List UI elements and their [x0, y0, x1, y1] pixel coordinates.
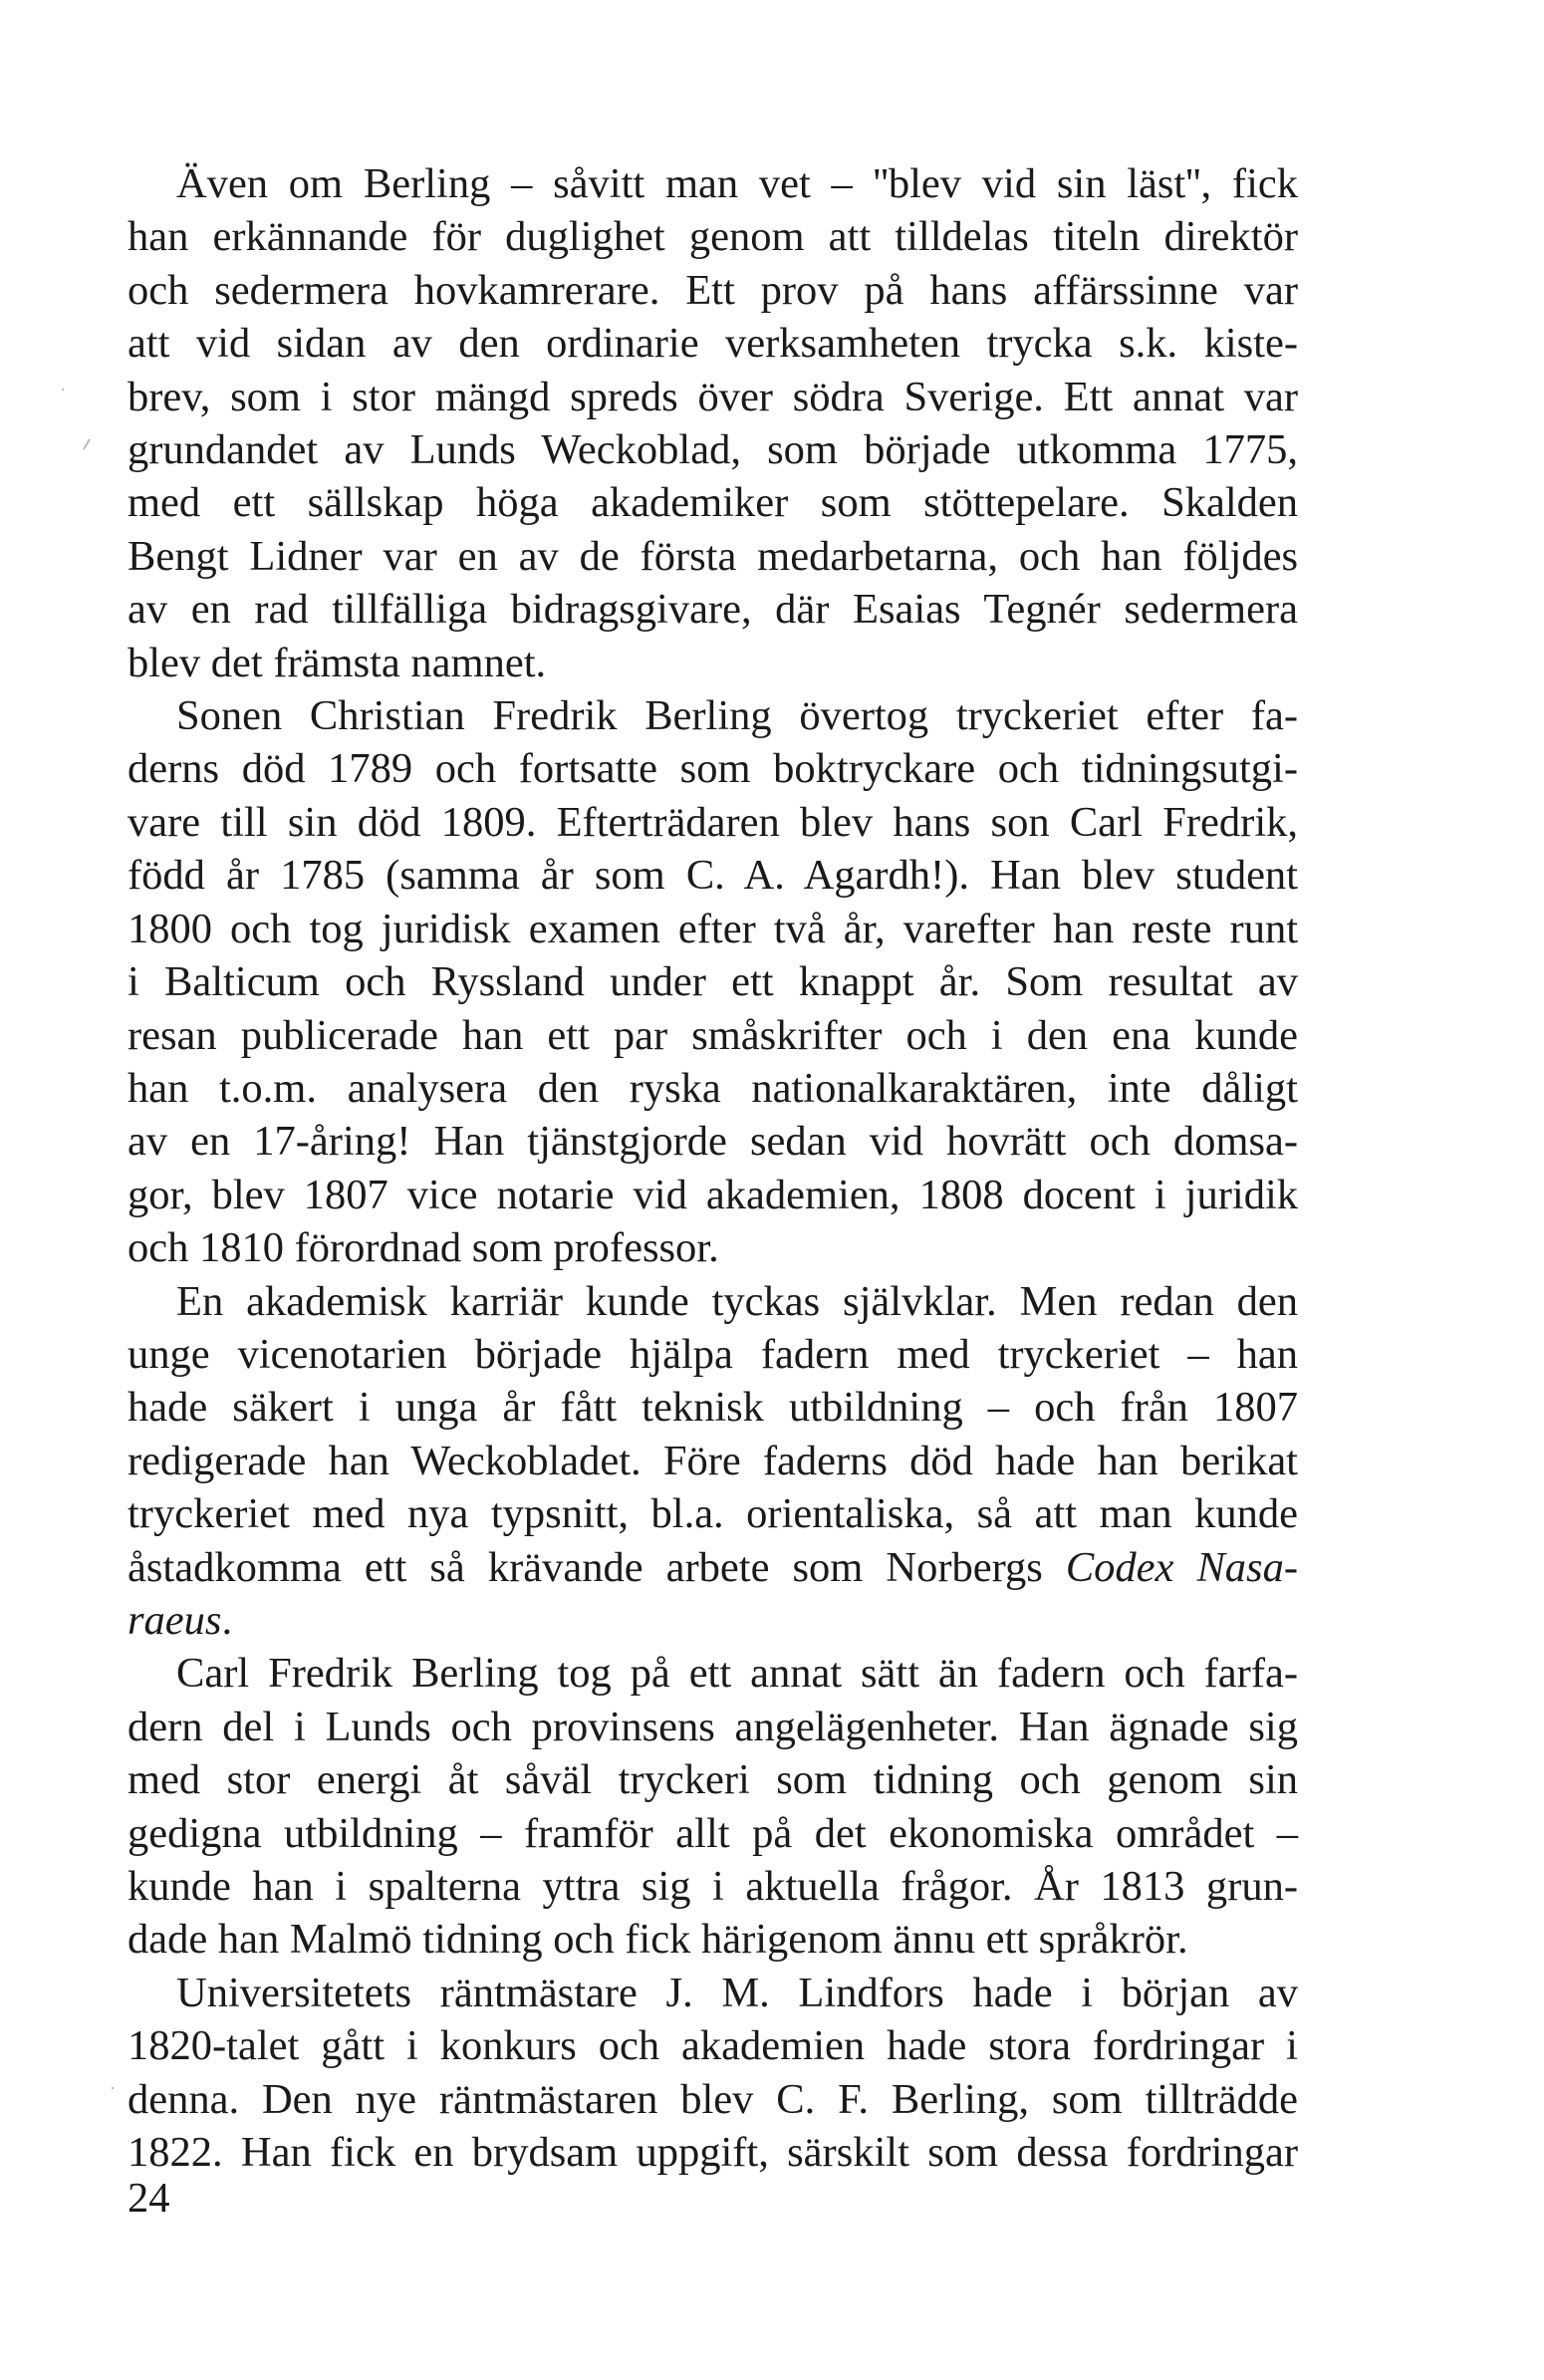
text-line: Även om Berling – såvitt man vet – ''blev vid sin läst'', fick — [176, 160, 1298, 207]
text-segment: åstadkomma ett så krävande arbete som Norbergs — [128, 1543, 1043, 1591]
text-line: gor, blev 1807 vice notarie vid akademien, 1808 docent i juridik — [128, 1171, 1298, 1218]
text-line: Universitetets räntmästare J. M. Lindfors hade i början av — [176, 1969, 1298, 2016]
body-text — [128, 157, 1298, 2179]
text-line: gedigna utbildning – framför allt på det ekonomiska området – — [128, 1809, 1298, 1857]
text-line — [128, 1541, 1298, 1594]
text-line: av en rad tillfälliga bidragsgivare, där Esaias Tegnér sedermera — [128, 586, 1298, 634]
text-line: En akademisk karriär kunde tyckas självklar. Men redan den — [176, 1277, 1298, 1325]
paragraph-2 — [128, 689, 1298, 1274]
text-line: han t.o.m. analysera den ryska nationalkaraktären, inte dåligt — [128, 1064, 1298, 1112]
text-line: och sedermera hovkamrerare. Ett prov på hans affärssinne var — [128, 266, 1298, 314]
paragraph-1 — [128, 157, 1298, 689]
italic-title: Codex Nasa- — [1065, 1543, 1298, 1591]
text-line: 1820-talet gått i konkurs och akademien hade stora fordringar i — [128, 2022, 1298, 2070]
text-line: derns död 1789 och fortsatte som boktryckare och tidningsutgi- — [128, 745, 1298, 793]
text-line: resan publicerade han ett par småskrifter och i den ena kunde — [128, 1011, 1298, 1059]
text-line: kunde han i spalterna yttra sig i aktuella frågor. År 1813 grun- — [128, 1863, 1298, 1910]
text-line: Sonen Christian Fredrik Berling övertog tryckeriet efter fa- — [176, 692, 1298, 740]
text-line: hade säkert i unga år fått teknisk utbildning – och från 1807 — [128, 1384, 1298, 1432]
text-line: i Balticum och Ryssland under ett knappt år. Som resultat av — [128, 958, 1298, 1006]
paragraph-4 — [128, 1647, 1298, 1966]
text-line: denna. Den nye räntmästaren blev C. F. Berling, som tillträdde — [128, 2075, 1298, 2123]
text-line: Bengt Lidner var en av de första medarbetarna, och han följdes — [128, 532, 1298, 580]
text-line: dade han Malmö tidning och fick härigenom ännu ett språkrör. — [128, 1916, 1188, 1964]
text-line: vare till sin död 1809. Efterträdaren blev hans son Carl Fredrik, — [128, 798, 1298, 846]
paragraph-5 — [128, 1967, 1298, 2180]
text-line: blev det främsta namnet. — [128, 639, 547, 686]
text-line: 1822. Han fick en brydsam uppgift, särskilt som dessa fordringar — [128, 2129, 1298, 2177]
text-line: tryckeriet med nya typsnitt, bl.a. orientaliska, så att man kunde — [128, 1490, 1298, 1538]
page-number: 24 — [128, 2175, 170, 2222]
text-line: född år 1785 (samma år som C. A. Agardh!). Han blev student — [128, 852, 1298, 900]
text-line — [128, 1594, 1298, 1647]
italic-title: raeus — [128, 1596, 222, 1644]
text-line: unge vicenotarien började hjälpa fadern med tryckeriet – han — [128, 1330, 1298, 1378]
text-line: dern del i Lunds och provinsens angelägenheter. Han ägnade sig — [128, 1703, 1298, 1750]
text-line: brev, som i stor mängd spreds över södra Sverige. Ett annat var — [128, 373, 1298, 420]
text-line: 1800 och tog juridisk examen efter två år, varefter han reste runt — [128, 905, 1298, 952]
text-line: grundandet av Lunds Weckoblad, som började utkomma 1775, — [128, 426, 1298, 474]
text-line: redigerade han Weckobladet. Före faderns död hade han berikat — [128, 1437, 1298, 1484]
text-line: att vid sidan av den ordinarie verksamheten trycka s.k. kiste- — [128, 320, 1298, 368]
scan-speck — [83, 438, 91, 449]
text-line: han erkännande för duglighet genom att tilldelas titeln direktör — [128, 213, 1298, 261]
text-line: med ett sällskap höga akademiker som stöttepelare. Skalden — [128, 479, 1298, 527]
text-line: och 1810 förordnad som professor. — [128, 1224, 719, 1272]
text-line: Carl Fredrik Berling tog på ett annat sätt än fadern och farfa- — [176, 1650, 1298, 1698]
scan-speck — [62, 389, 64, 391]
text-line: av en 17-åring! Han tjänstgjorde sedan vid hovrätt och domsa- — [128, 1118, 1298, 1166]
scan-speck — [112, 2087, 114, 2089]
text-segment: . — [221, 1596, 233, 1644]
text-line: med stor energi åt såväl tryckeri som tidning och genom sin — [128, 1756, 1298, 1804]
paragraph-3 — [128, 1275, 1298, 1648]
